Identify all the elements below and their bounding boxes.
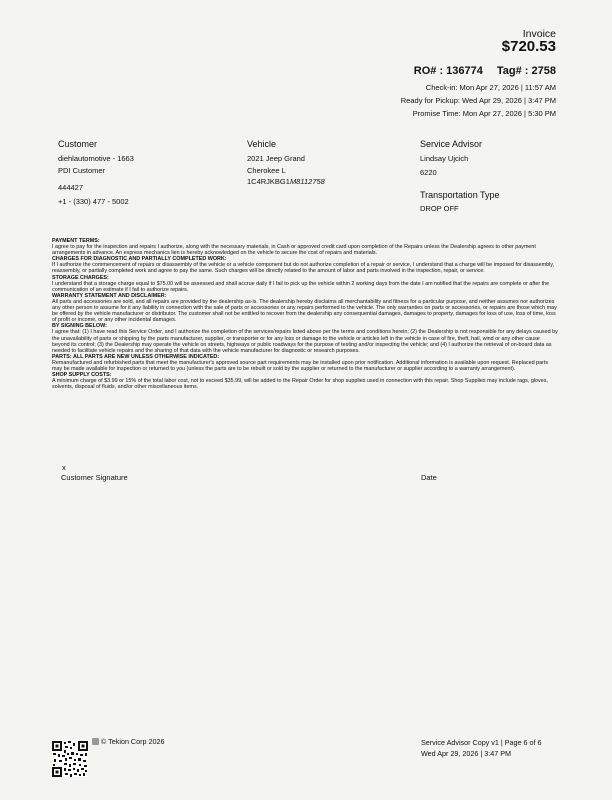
signature-x: x [62, 463, 66, 472]
terms-heading: STORAGE CHARGES: [52, 274, 109, 281]
customer-id: 444427 [58, 183, 84, 192]
qr-code [52, 741, 88, 777]
vin-suffix: M8112758 [289, 177, 325, 186]
ro-number: RO# : 136774 [413, 65, 483, 77]
customer-section [58, 139, 134, 207]
advisor-section [420, 139, 500, 215]
tag-number: Tag# : 2758 [496, 65, 556, 77]
terms-heading: PAYMENT TERMS: [52, 238, 100, 244]
terms-heading: CHARGES FOR DIAGNOSTIC AND PARTIALLY COMPLETED WORK: [52, 256, 227, 263]
customer-phone: +1 - (330) 477 - 5002 [58, 196, 129, 206]
transportation-value: DROP OFF [420, 204, 459, 213]
transportation-heading: Transportation Type [420, 190, 500, 200]
terms-heading: SHOP SUPPLY COSTS: [52, 372, 112, 379]
tekion-logo-icon [92, 738, 99, 745]
date-label: Date [421, 473, 437, 482]
terms-body: Remanufactured and refurbished parts that meet the manufacturer's approved source part requirements may be installed upon prior notification. Additional information is available upon request. Replaced parts may be made available for inspection or returned to you (unless the parts are to be rebuilt or sold by the supplier or returned to the manufacturer or supplier according to a warranty arrangement). [52, 359, 549, 372]
ready-for-pickup-time: Ready for Pickup: Wed Apr 29, 2026 | 3:47 PM [400, 96, 556, 105]
terms-body: If I authorize the commencement of repairs or disassembly of the vehicle or a vehicle component but do not authorize completion of a repair or service, I understand that a charge will be imposed for disassembly, reassembly, or partially completed work and agree to pay the same. Such charges will be directly related to the amount of labor and parts involved in the inspection, repair, or service. [52, 262, 555, 275]
advisor-heading: Service Advisor [420, 139, 483, 149]
terms-heading: BY SIGNING BELOW: [52, 323, 107, 330]
vehicle-year-make: 2021 Jeep Grand [247, 154, 305, 163]
invoice-label: Invoice [522, 28, 556, 40]
promise-time: Promise Time: Mon Apr 27, 2026 | 5:30 PM [412, 109, 556, 118]
terms-body: All parts and accessories are sold, and all repairs are provided by the dealership as-is. The dealership hereby disclaims all merchantability and fitness for a particular purpose, and neither assumes nor authorizes any other person to assume for it any liability in connection with the sale of parts or accessories or any repairs performed to the vehicle. The only warranties on parts or accessories, or repairs are those which may be offered by the vehicle manufacturer or distributor. The customer shall not be entitled to recover from the dealership any consequential damages, damages to property, damages for loss of use, loss of time, loss of profit or income, or any other incidental damages. [52, 298, 557, 324]
vin-prefix: 1C4RJKBG1 [247, 177, 290, 186]
advisor-number: 6220 [420, 167, 437, 177]
company-text: © Tekion Corp 2026 [101, 737, 165, 746]
terms-body: I agree to pay for the inspection and repairs I authorize, along with the necessary materials, in Cash or approved credit card upon completion of the Repairs unless the Dealership agrees to other payment arrangements in advance. An express mechanics lien is hereby acknowledged on the vehicle to secure the cost of repairs and materials. [52, 244, 536, 257]
terms-body: A minimum charge of $3.99 or 15% of the total labor cost, not to exceed $35.99, will be added to the Repair Order for shop supplies used in connection with this repair. Shop Supplies may include rags, gloves, solvents, disposal of fluids, and/or other miscellaneous items. [52, 378, 548, 391]
terms-body: I understand that a storage charge equal to $75.00 will be assessed and shall accrue daily if I fail to pick up the vehicle within 2 working days from the date I am notified that the repairs are complete or after the communication of an estimate if I fail to authorize repairs. [52, 280, 550, 293]
company-footer [92, 737, 165, 746]
invoice-total: $720.53 [501, 38, 556, 55]
terms-block [52, 238, 558, 390]
printed-timestamp: Wed Apr 29, 2026 | 3:47 PM [421, 749, 512, 758]
customer-signature-label: Customer Signature [61, 473, 128, 482]
customer-dealer: diehlautomotive - 1663 [58, 154, 134, 163]
terms-body: I agree that: (1) I have read this Service Order, and I authorize the completion of the services/repairs listed above per the terms and conditions herein; (2) the Dealership is not responsible for any delays caused by the unavailability of parts or shipping by the parts manufacturer, supplier, or transporter or for any loss or damage to the vehicle or articles left in the vehicle in case of fire, theft, hail, wind or any other cause beyond its control; (3) the Dealership may operate the vehicle on streets, highways or public roadways for the purpose of testing and/or inspecting the vehicle; and (4) I authorize the retrieval of on-board data as needed to facilitate vehicle repairs and the sharing of that data with the vehicle manufacturer for diagnostic or research purposes. [52, 329, 558, 354]
terms-heading: PARTS: ALL PARTS ARE NEW UNLESS OTHERWISE INDICATED: [52, 353, 220, 360]
customer-name: PDI Customer [58, 165, 106, 175]
customer-heading: Customer [58, 139, 98, 149]
vehicle-heading: Vehicle [247, 139, 277, 149]
advisor-copy-label: Service Advisor Copy v1 | Page 6 of 6 [421, 738, 542, 747]
advisor-name: Lindsay Ujcich [420, 154, 469, 163]
check-in-time: Check-in: Mon Apr 27, 2026 | 11:57 AM [425, 83, 556, 92]
ro-tag-line [414, 65, 556, 77]
vehicle-vin [247, 176, 325, 188]
vehicle-section [247, 139, 325, 188]
vehicle-model: Cherokee L [247, 165, 286, 175]
terms-heading: WARRANTY STATEMENT AND DISCLAIMER: [52, 292, 167, 299]
